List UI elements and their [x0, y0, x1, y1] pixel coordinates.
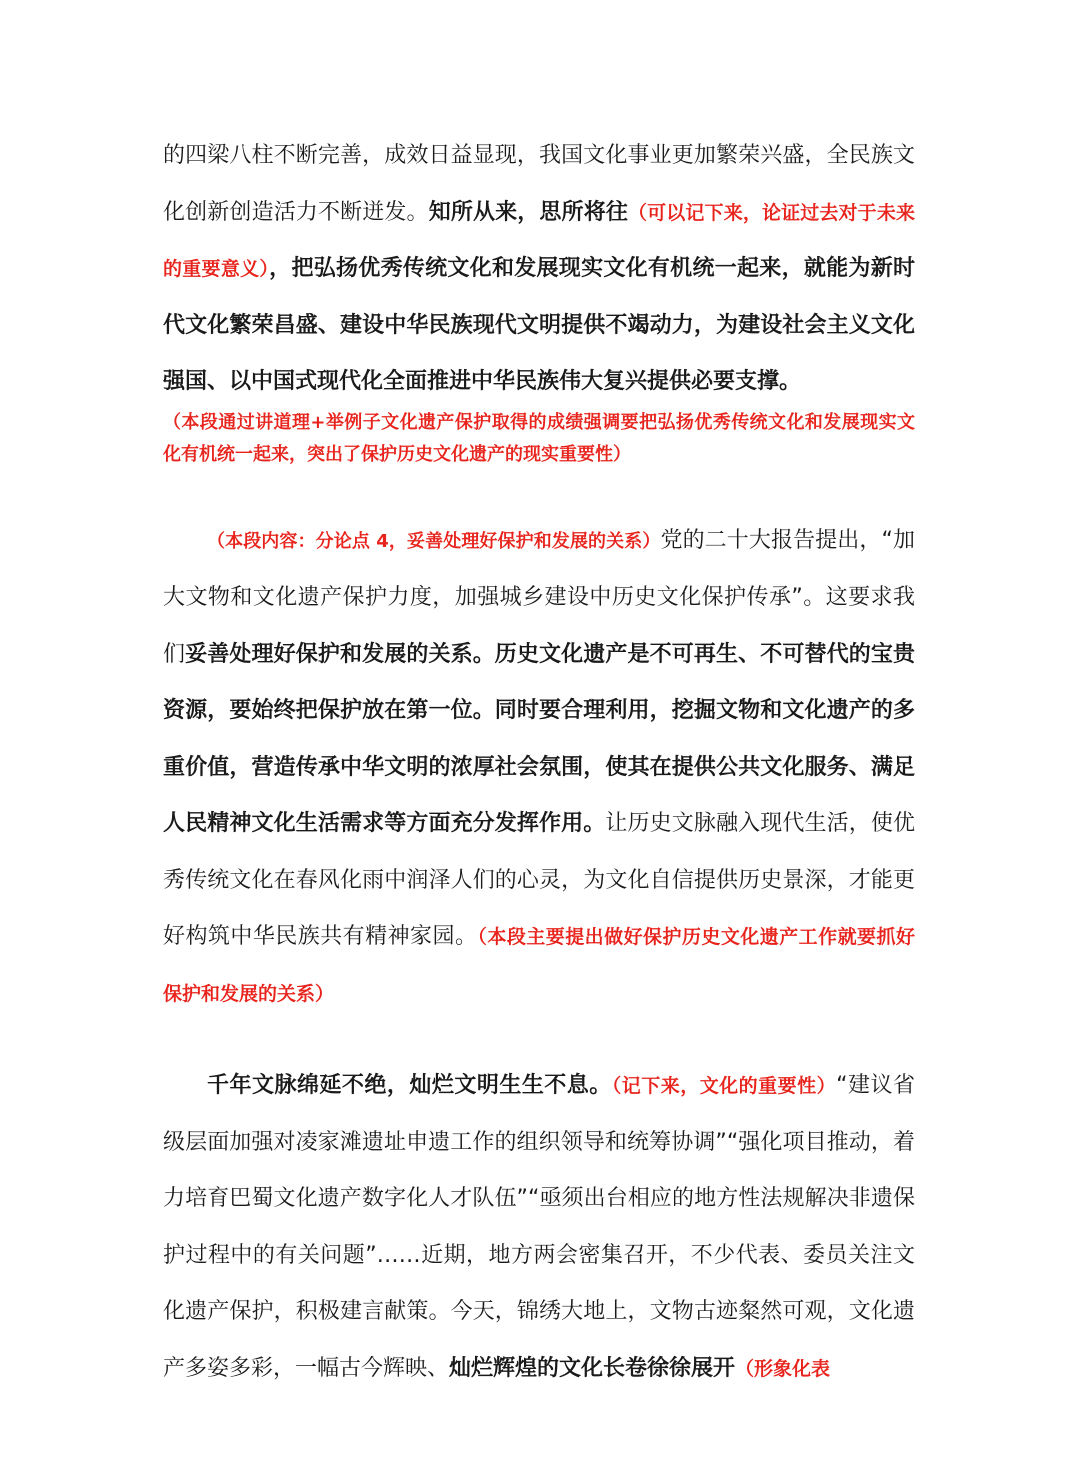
paragraph-3	[163, 1058, 915, 1397]
para1-summary-annotation: （本段通过讲道理+举例子文化遗产保护取得的成绩强调要把弘扬优秀传统文化和发展现实文化有机统一起来，突出了保护历史文化遗产的现实重要性）	[163, 411, 915, 465]
para1-annotation: （可以记下来，论证过去对于未来的重要意义）	[163, 201, 915, 280]
para1-text: 的四梁八柱不断完善，成效日益显现，我国文化事业更加繁荣兴盛，全民族文化创新创造活力不断迸发。	[163, 143, 915, 225]
document-page	[163, 128, 915, 1397]
para2-text-2: 让历史文脉融入现代生活，使优秀传统文化在春风化雨中润泽人们的心灵，为文化自信提供历史景深，才能更好构筑中华民族共有精神家园。	[163, 811, 915, 949]
para2-bold-text: 妥善处理好保护和发展的关系。历史文化遗产是不可再生、不可替代的宝贵资源，要始终把保护放在第一位。同时要合理利用，挖掘文物和文化遗产的多重价值，营造传承中华文明的浓厚社会氛围，使其在提供公共文化服务、满足人民精神文化生活需求等方面充分发挥作用。	[163, 641, 915, 836]
para1-bold-text: ，把弘扬优秀传统文化和发展现实文化有机统一起来，就能为新时代文化繁荣昌盛、建设中华民族现代文明提供不竭动力，为建设社会主义文化强国、以中国式现代化全面推进中华民族伟大复兴提供必要支撑。	[163, 256, 915, 394]
para1-bold-phrase: 知所从来，思所将往	[428, 199, 628, 225]
paragraph-2	[163, 513, 915, 1023]
para2-text: 党的二十大报告提出，“加大文物和文化遗产保护力度，加强城乡建设中历史文化保护传承”。这要求我们	[163, 527, 915, 667]
para3-text: “建议省级层面加强对凌家滩遗址申遗工作的组织领导和统筹协调”“强化项目推动，着力培育巴蜀文化遗产数字化人才队伍”“亟须出台相应的地方性法规解决非遗保护过程中的有关问题”……近期，地方两会密集召开，不少代表、委员关注文化遗产保护，积极建言献策。今天，锦绣大地上，文物古迹粲然可观，文化遗产多姿多彩，一幅古今辉映、	[163, 1073, 915, 1381]
paragraph-1	[163, 128, 915, 411]
para3-annotation: （记下来，文化的重要性）	[611, 1075, 837, 1097]
para2-summary-annotation: （本段主要提出做好保护历史文化遗产工作就要抓好保护和发展的关系）	[163, 926, 915, 1005]
para3-trailing-annotation: （形象化表	[735, 1357, 831, 1380]
para3-bold-phrase: 灿烂辉煌的文化长卷徐徐展开	[449, 1355, 736, 1381]
para3-bold-lead: 千年文脉绵延不绝，灿烂文明生生不息。	[207, 1073, 612, 1098]
para2-heading-annotation: （本段内容：分论点 4，妥善处理好保护和发展的关系）	[207, 530, 661, 552]
